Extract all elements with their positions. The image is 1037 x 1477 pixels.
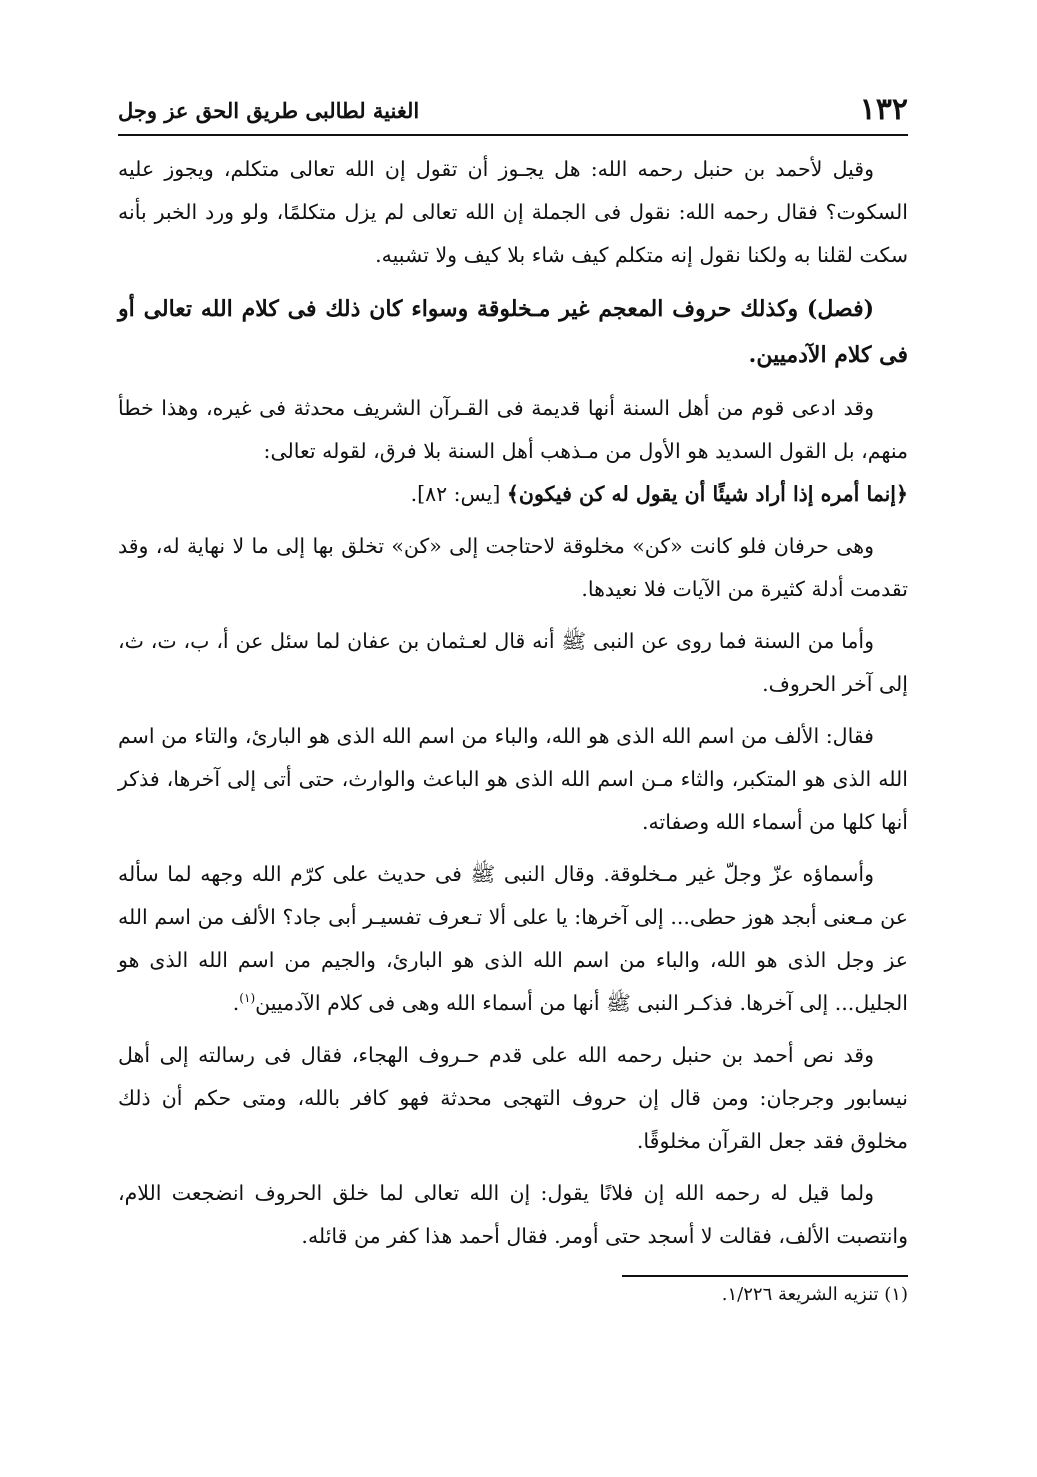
verse-citation: [يس: ٨٢]. <box>410 482 501 506</box>
page-number: ١٣٢ <box>859 92 908 127</box>
page-body <box>118 148 908 1267</box>
paragraph-7-text: وأسماؤه عزّ وجلّ غير مـخلوقة. وقال النبى ﷺ فى حديث على كرّم الله وجهه لما سأله عن مـعنى أبجد هوز حطى... إلى آخرها: يا على ألا تـعرف تفسيـر أبى جاد؟ الألف من اسم الله عز وجل الذى هو الله، والباء من اسم الله الذى هو البارئ، والجيم من اسم الله الذى هو الجليل... إلى آخرها. فذكـر النبى ﷺ أنها من أسماء الله وهى فى كلام الآدميين <box>118 862 908 1015</box>
paragraph-7-end: . <box>232 991 240 1015</box>
page-header <box>118 92 908 132</box>
paragraph-3-text: وقد ادعى قوم من أهل السنة أنها قديمة فى القـرآن الشريف محدثة فى غيره، وهذا خطأ منهم، بل القول السديد هو الأول من مـذهب أهل السنة بلا فرق، لقوله تعالى: <box>118 396 908 463</box>
paragraph-5: وأما من السنة فما روى عن النبى ﷺ أنه قال لعـثمان بن عفان لما سئل عن أ، ب، ت، ث، إلى آخر الحروف. <box>118 629 908 696</box>
paragraph-1: وقيل لأحمد بن حنبل رحمه الله: هل يجـوز أن تقول إن الله تعالى متكلم، ويجوز عليه السكوت؟ فقال رحمه الله: نقول فى الجملة إن الله تعالى لم يزل متكلمًا، ولو ورد الخبر بأنه سكت لقلنا به ولكنا نقول إنه متكلم كيف شاء بلا كيف ولا تشبيه. <box>118 157 908 267</box>
footnote: (١) تنزيه الشريعة ١/٢٢٦. <box>721 1284 908 1305</box>
paragraph-6: فقال: الألف من اسم الله الذى هو الله، والباء من اسم الله الذى هو البارئ، والتاء من اسم الله الذى هو المتكبر، والثاء مـن اسم الله الذى هو الباعث والوارث، حتى أتى إلى آخرها، فذكر أنها كلها من أسماء الله وصفاته. <box>118 724 908 834</box>
section-heading: (فصل) وكذلك حروف المعجم غير مـخلوقة وسواء كان ذلك فى كلام الله تعالى أو فى كلام الآدميين. <box>118 296 908 368</box>
paragraph-7 <box>118 853 908 1025</box>
running-title: الغنية لطالبى طريق الحق عز وجل <box>118 98 420 123</box>
footnote-rule <box>622 1275 908 1277</box>
paragraph-8: وقد نص أحمد بن حنبل رحمه الله على قدم حـروف الهجاء، فقال فى رسالته إلى أهل نيسابور وجرجان: ومن قال إن حروف التهجى محدثة فهو كافر بالله، ومتى حكم أن ذلك مخلوق فقد جعل القرآن مخلوقًا. <box>118 1043 908 1153</box>
header-rule <box>118 134 908 136</box>
paragraph-9: ولما قيل له رحمه الله إن فلانًا يقول: إن الله تعالى لما خلق الحروف انضجعت اللام، وانتصبت الألف، فقالت لا أسجد حتى أومر. فقال أحمد هذا كفر من قائله. <box>118 1181 908 1248</box>
footnote-reference: (١) <box>239 991 256 1006</box>
paragraph-4: وهى حرفان فلو كانت «كن» مخلوقة لاحتاجت إلى «كن» تخلق بها إلى ما لا نهاية له، وقد تقدمت أدلة كثيرة من الآيات فلا نعيدها. <box>118 534 908 601</box>
quran-verse: ﴿إنما أمره إذا أراد شيئًا أن يقول له كن فيكون﴾ <box>506 482 908 506</box>
paragraph-3 <box>118 387 908 516</box>
